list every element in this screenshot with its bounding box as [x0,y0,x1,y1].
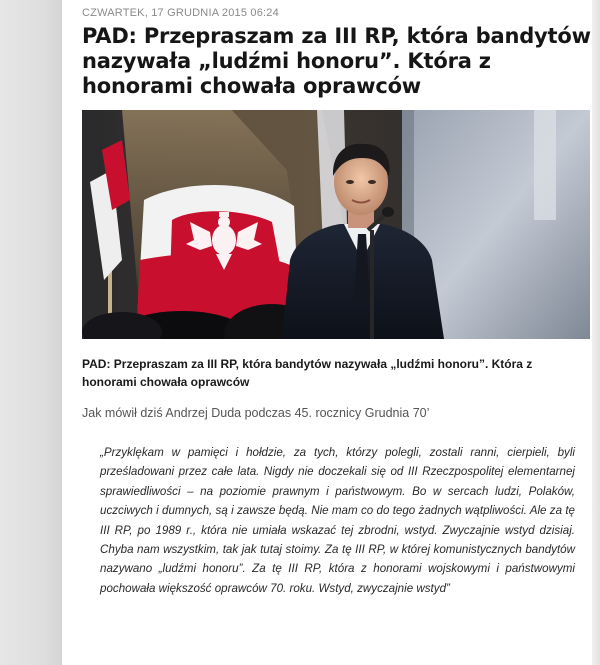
photo-caption: PAD: Przepraszam za III RP, która bandytów nazywała „ludźmi honoru”. Która z honorami chowała oprawców [82,357,533,389]
article-photo[interactable] [82,110,590,339]
speaker-photo-illustration [82,110,590,339]
article-headline[interactable]: PAD: Przepraszam za III RP, która bandytów nazywała „ludźmi honoru”. Która z honorami chowała oprawców [82,24,591,98]
article-lead: Jak mówił dziś Andrzej Duda podczas 45. rocznicy Grudnia 70’ [82,406,430,420]
article-quote: „Przyklękam w pamięci i hołdzie, za tych, którzy polegli, zostali ranni, cierpieli, byli prześladowani przez całe lata. Nigdy nie doczekali się od III Rzeczpospolitej elementarnej sprawiedliwości – na poziomie prawnym i państwowym. Bo w sercach ludzi, Polaków, uczciwych i dumnych, są i zawsze będą. Nie mam co do tego żadnych wątpliwości. Ale za tę III RP, po 1989 r., która nie umiała wskazać tej zbrodni, wstyd. Zwyczajnie wstyd dzisiaj. Chyba nam wszystkim, tak jak tutaj stoimy. Za tę III RP, w której komunistycznych bandytów nazywano „ludźmi honoru”. Za tę III RP, która z honorami wojskowymi i państwowymi pochowała większość oprawców 70. roku. Wstyd, zwyczajnie wstyd” [100,446,575,595]
right-gutter [592,0,600,665]
left-gutter [0,0,62,665]
article-date: CZWARTEK, 17 GRUDNIA 2015 06:24 [82,7,279,19]
article [82,0,592,598]
